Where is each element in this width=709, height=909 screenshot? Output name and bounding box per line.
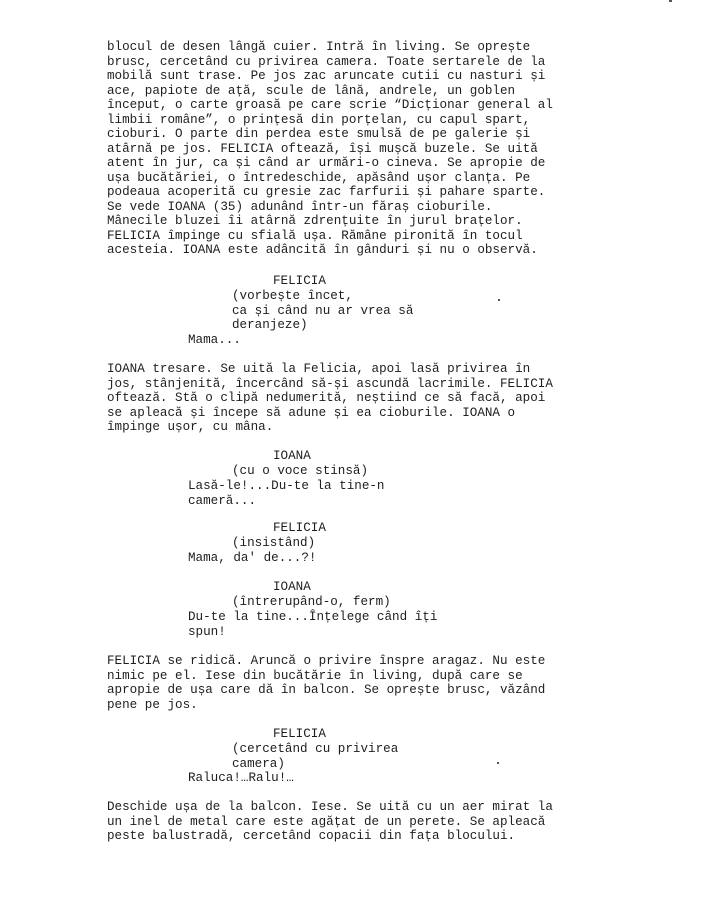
parenthetical-2: (cu o voce stinsă): [232, 464, 369, 478]
character-name-ioana: IOANA: [273, 580, 311, 594]
scan-speck: [498, 299, 500, 301]
character-name-felicia: FELICIA: [273, 521, 326, 535]
parenthetical-1: (vorbește încet, ca și când nu ar vrea să deranjeze): [232, 289, 414, 332]
action-paragraph-1: blocul de desen lângă cuier. Intră în living. Se oprește brusc, cercetând cu privirea camera. Toate sertarele de la mobilă sunt trase. Pe jos zac aruncate cutii cu nasturi și ace, papiote de ață, scule de lână, andrele, un goblen început, o carte groasă pe care scrie “Dicționar general al limbii române”, o prințesă din porțelan, cu capul spart, cioburi. O parte din perdea este smulsă de pe galerie și atârnă pe jos. FELICIA oftează, își mușcă buzele. Se uită atent în jur, ca și când ar urmări-o cineva. Se apropie de ușa bucătăriei, o întredeschide, apăsând ușor clanța. Pe podeaua acoperită cu gresie zac farfurii și pahare sparte. Se vede IOANA (35) adunând într-un făraș cioburile. Mânecile bluzei îi atârnă zdrențuite în jurul brațelor. FELICIA împinge cu sfială ușa. Rămâne pironită în tocul acesteia. IOANA este adâncită în gânduri și nu o observă.: [107, 40, 553, 257]
character-name-felicia: FELICIA: [273, 274, 326, 288]
dialogue-line-4: Du-te la tine...Înțelege când îți spun!: [188, 610, 438, 639]
dialogue-line-5: Raluca!…Ralu!…: [188, 771, 294, 785]
dialogue-line-2: Lasă-le!...Du-te la tine-n cameră...: [188, 479, 385, 508]
dialogue-line-3: Mama, da' de...?!: [188, 551, 317, 565]
action-paragraph-4: Deschide ușa de la balcon. Iese. Se uită cu un aer mirat la un inel de metal care este agățat de un perete. Se apleacă peste balustradă, cercetând copacii din fața blocului.: [107, 800, 553, 843]
parenthetical-5: (cercetând cu privirea camera): [232, 742, 399, 771]
parenthetical-4: (întrerupând-o, ferm): [232, 595, 391, 609]
character-name-felicia: FELICIA: [273, 727, 326, 741]
action-paragraph-2: IOANA tresare. Se uită la Felicia, apoi lasă privirea în jos, stânjenită, încercând să-și ascundă lacrimile. FELICIA oftează. Stă o clipă nedumerită, neștiind ce să facă, apoi se apleacă și începe să adune și ea cioburile. IOANA o împinge ușor, cu mâna.: [107, 362, 553, 434]
dialogue-line-1: Mama...: [188, 333, 241, 347]
parenthetical-3: (insistând): [232, 536, 316, 550]
action-paragraph-3: FELICIA se ridică. Aruncă o privire înspre aragaz. Nu este nimic pe el. Iese din bucătărie în living, după care se apropie de ușa care dă în balcon. Se oprește brusc, văzând pene pe jos.: [107, 654, 546, 712]
character-name-ioana: IOANA: [273, 449, 311, 463]
scan-speck: [497, 762, 499, 764]
scan-speck: [669, 0, 672, 2]
